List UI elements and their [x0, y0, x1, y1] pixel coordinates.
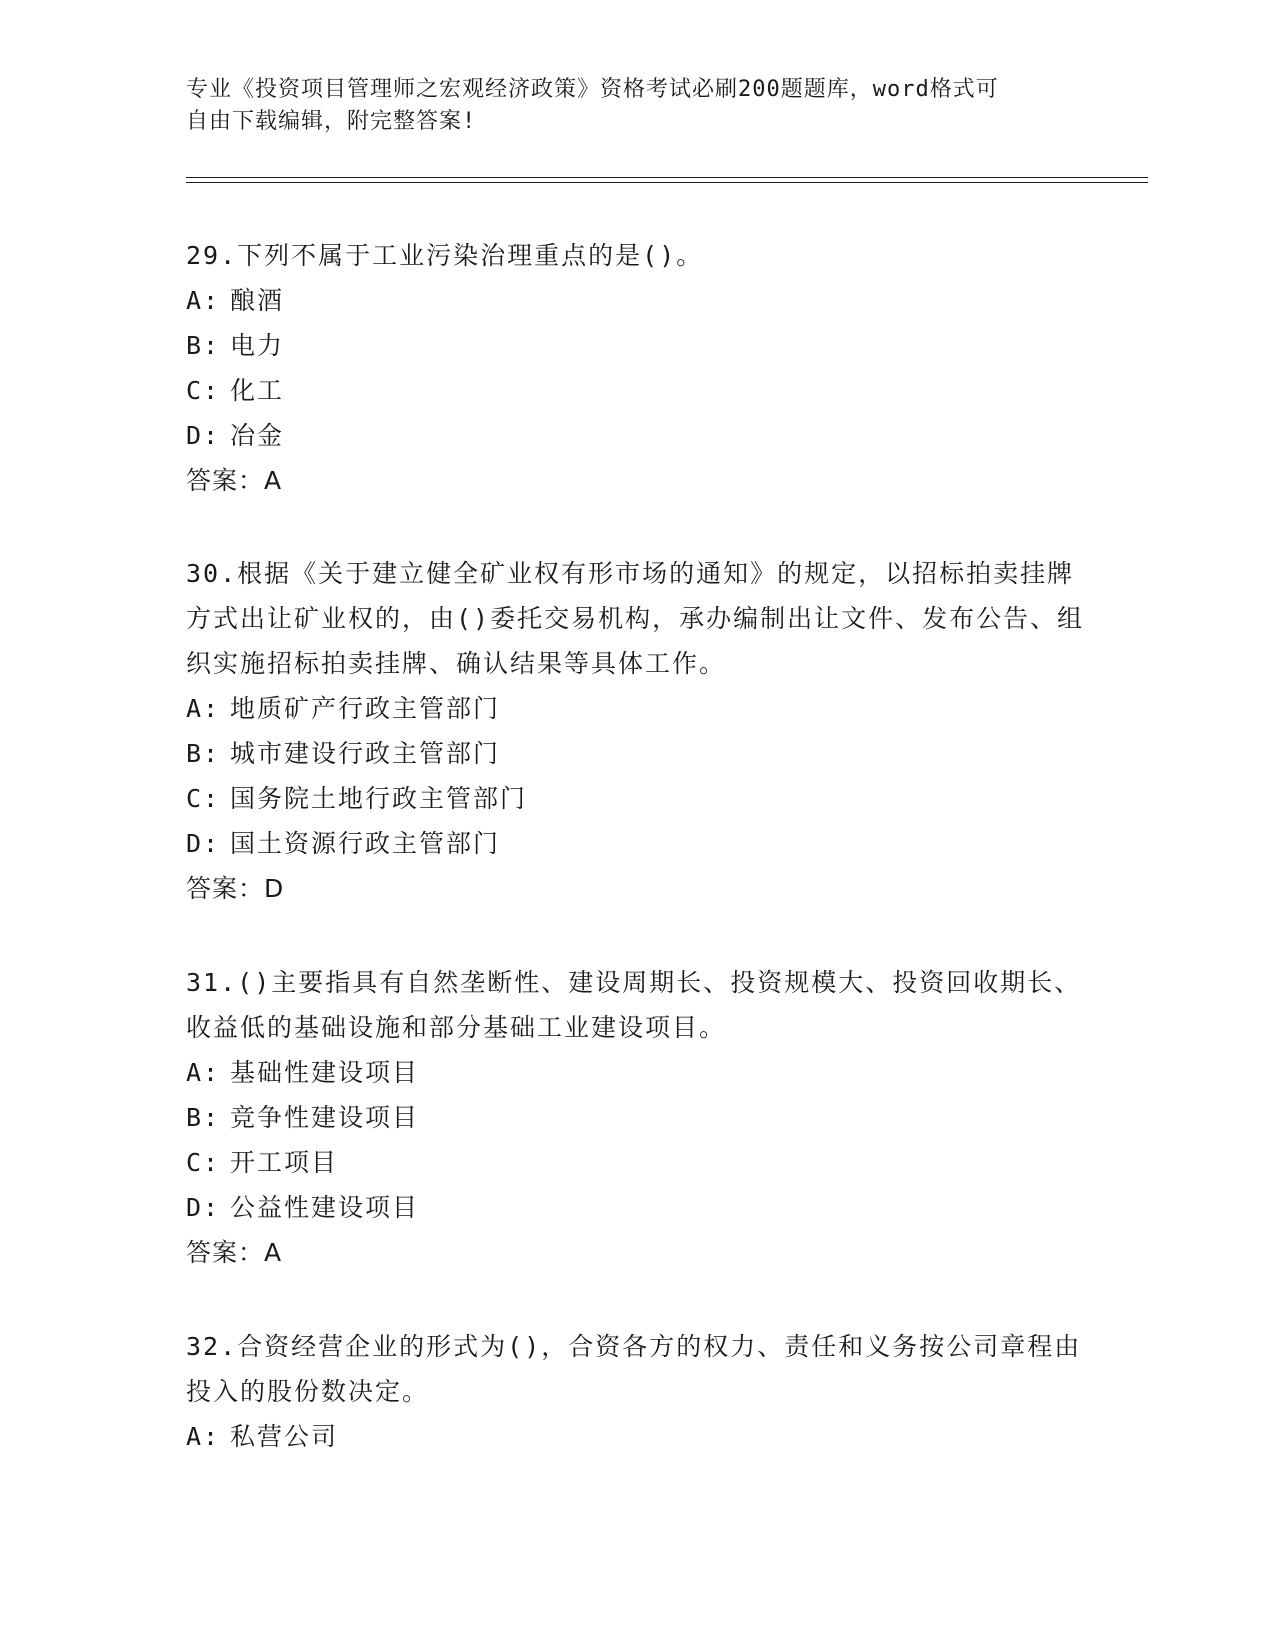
header-line-2: 自由下载编辑，附完整答案! — [186, 109, 477, 134]
option-c — [186, 776, 1086, 821]
option-key: C: — [186, 1148, 221, 1177]
header-line-1: 专业《投资项目管理师之宏观经济政策》资格考试必刷200题题库，word格式可 — [186, 77, 999, 102]
option-text: 国土资源行政主管部门 — [230, 829, 501, 858]
header-divider-top — [186, 177, 1148, 178]
option-text: 电力 — [230, 331, 285, 360]
option-text: 冶金 — [230, 421, 285, 450]
question-30 — [186, 551, 1086, 911]
question-32 — [186, 1324, 1086, 1459]
option-a — [186, 1414, 1086, 1459]
option-b — [186, 323, 1086, 368]
option-key: B: — [186, 1103, 221, 1132]
option-key: D: — [186, 1193, 221, 1222]
option-c — [186, 1140, 1086, 1185]
option-key: B: — [186, 331, 221, 360]
option-text: 城市建设行政主管部门 — [230, 739, 501, 768]
question-31 — [186, 960, 1086, 1275]
option-text: 国务院土地行政主管部门 — [230, 784, 528, 813]
option-d — [186, 821, 1086, 866]
option-text: 公益性建设项目 — [230, 1193, 420, 1222]
header-divider-bottom — [186, 182, 1148, 183]
answer: 答案：A — [186, 1238, 283, 1267]
question-stem: 29.下列不属于工业污染治理重点的是()。 — [186, 241, 704, 270]
option-text: 私营公司 — [230, 1422, 339, 1451]
answer: 答案：A — [186, 466, 283, 495]
option-b — [186, 1095, 1086, 1140]
option-key: B: — [186, 739, 221, 768]
option-d — [186, 1185, 1086, 1230]
option-text: 基础性建设项目 — [230, 1058, 420, 1087]
option-key: D: — [186, 829, 221, 858]
question-stem: 31.()主要指具有自然垄断性、建设周期长、投资规模大、投资回收期长、收益低的基础设施和部分基础工业建设项目。 — [186, 968, 1082, 1042]
question-stem: 32.合资经营企业的形式为()，合资各方的权力、责任和义务按公司章程由投入的股份数决定。 — [186, 1332, 1082, 1406]
option-a — [186, 278, 1086, 323]
document-header — [186, 74, 1066, 138]
option-text: 化工 — [230, 376, 285, 405]
answer: 答案：D — [186, 874, 285, 903]
option-key: A: — [186, 286, 221, 315]
question-29 — [186, 233, 1086, 503]
option-key: D: — [186, 421, 221, 450]
option-d — [186, 413, 1086, 458]
option-b — [186, 731, 1086, 776]
option-text: 竞争性建设项目 — [230, 1103, 420, 1132]
option-c — [186, 368, 1086, 413]
option-text: 开工项目 — [230, 1148, 339, 1177]
option-key: A: — [186, 1058, 221, 1087]
option-key: A: — [186, 1422, 221, 1451]
option-text: 地质矿产行政主管部门 — [230, 694, 501, 723]
option-a — [186, 686, 1086, 731]
option-key: A: — [186, 694, 221, 723]
question-stem: 30.根据《关于建立健全矿业权有形市场的通知》的规定，以招标拍卖挂牌方式出让矿业权的，由()委托交易机构，承办编制出让文件、发布公告、组织实施招标拍卖挂牌、确认结果等具体工作。 — [186, 559, 1085, 678]
option-a — [186, 1050, 1086, 1095]
option-key: C: — [186, 784, 221, 813]
option-text: 酿酒 — [230, 286, 285, 315]
option-key: C: — [186, 376, 221, 405]
